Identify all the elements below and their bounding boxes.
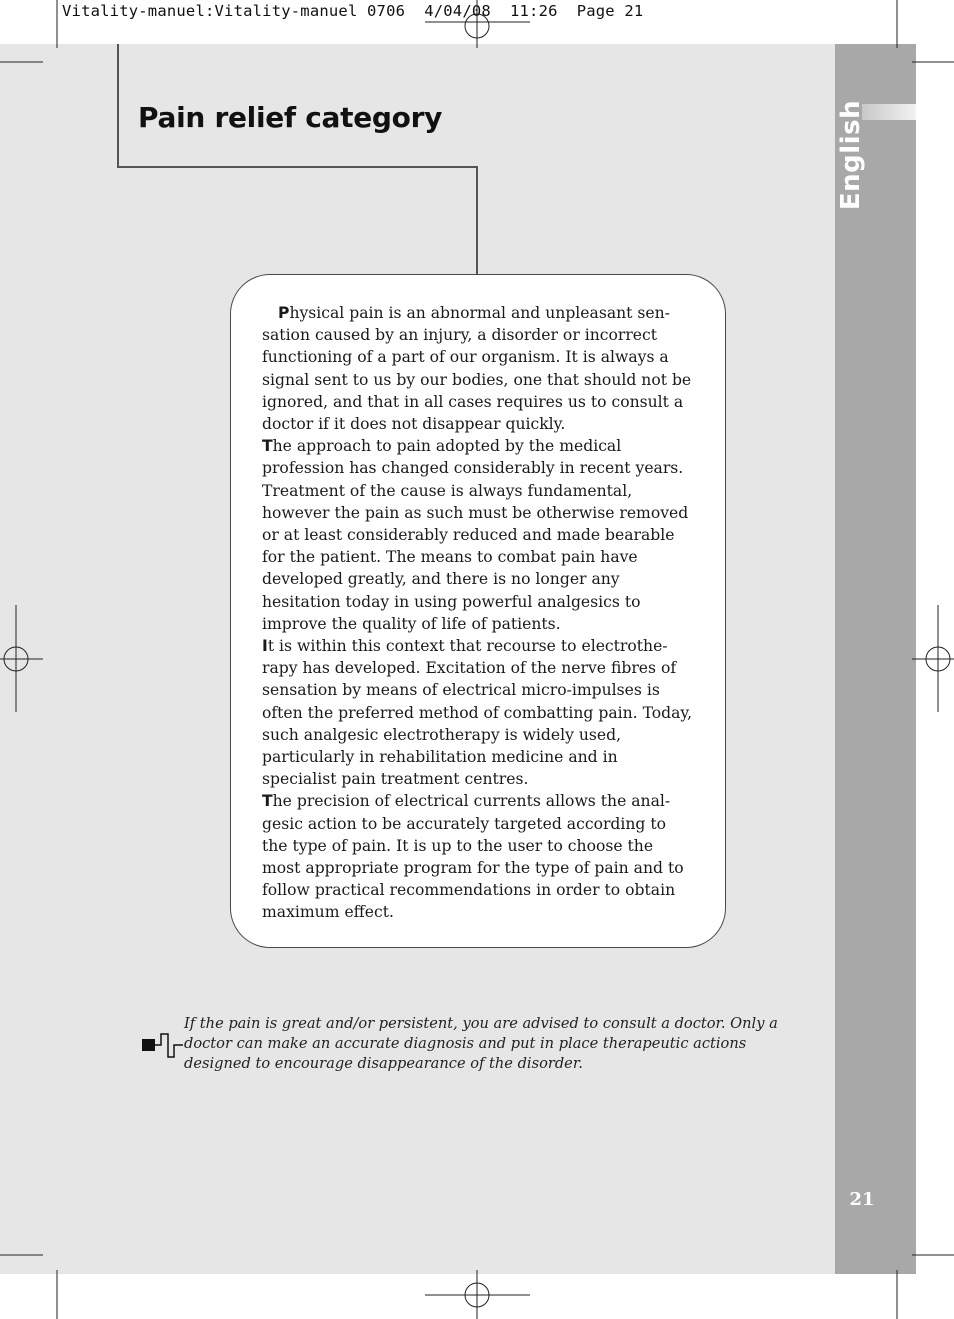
language-tab-label: English xyxy=(836,99,866,211)
paragraph-text: hysical pain is an abnormal and unpleasant sen-sation caused by an injury, a disorder or incorrect functioning of a part of our organism. It is always a signal sent to us by our bodies, one that should not be ignored, and that in all cases requires us to consult a doctor if it does not disappear quickly. xyxy=(262,304,692,434)
main-body-text xyxy=(262,302,694,924)
paragraph-electrotherapy xyxy=(262,635,694,790)
drop-initial: P xyxy=(278,304,290,322)
paragraph-text: he approach to pain adopted by the medical profession has changed considerably in recent years. Treatment of the cause is always fundamental, however the pain as such must be otherwise removed or at least considerably reduced and made bearable for the patient. The means to combat pain have developed greatly, and there is no longer any hesitation today in using powerful analgesics to improve the quality of life of patients. xyxy=(262,437,689,633)
drop-initial: T xyxy=(262,792,273,811)
registration-mark-bottom-icon xyxy=(425,1270,530,1319)
electric-impulse-icon xyxy=(141,1030,185,1062)
paragraph-text: he precision of electrical currents allows the anal-gesic action to be accurately targeted according to the type of pain. It is up to the user to choose the most appropriate program for the type of pain and to follow practical recommendations in order to obtain maximum effect. xyxy=(262,792,684,922)
language-sidebar xyxy=(835,44,916,1274)
paragraph-text: t is within this context that recourse to electrothe-rapy has developed. Excitation of the nerve fibres of sensation by means of electrical micro-impulses is often the preferred method of combatting pain. Today, such analgesic electrotherapy is widely used, particularly in rehabilitation medicine and in specialist pain treatment centres. xyxy=(262,637,693,789)
sidebar-highlight-stripe xyxy=(862,104,916,120)
drop-initial: I xyxy=(262,637,268,656)
paragraph-approach xyxy=(262,435,694,635)
registration-mark-right-icon xyxy=(912,605,954,712)
page-title: Pain relief category xyxy=(138,101,443,134)
paragraph-intro xyxy=(262,302,694,435)
doctor-advice-note: If the pain is great and/or persistent, you are advised to consult a doctor. Only a doctor can make an accurate diagnosis and put in place therapeutic actions designed to encourage disappearance of the disorder. xyxy=(184,1015,778,1072)
paragraph-precision xyxy=(262,790,694,923)
page-number: 21 xyxy=(849,1189,875,1210)
drop-initial: T xyxy=(262,437,273,456)
print-slug-line: Vitality-manuel:Vitality-manuel 0706 4/04/08 11:26 Page 21 xyxy=(62,2,644,20)
